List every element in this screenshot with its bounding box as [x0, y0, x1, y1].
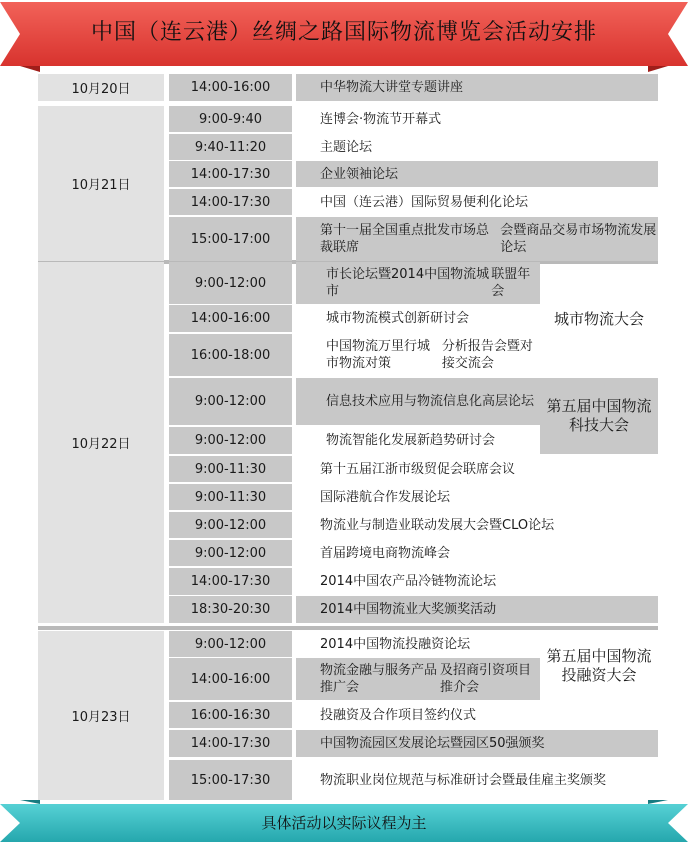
- topic-line: 暨最佳雇主奖颁奖: [502, 772, 607, 788]
- day-separator: [38, 626, 658, 630]
- session-topic: 2014中国农产品冷链物流论坛: [320, 574, 497, 589]
- session-topic: [296, 760, 658, 800]
- session-time: 9:00-11:30: [169, 456, 292, 482]
- topic-line: 物流金融与服务产品推广会: [320, 663, 438, 695]
- session-time: 14:00-16:00: [169, 74, 292, 101]
- session-topic: 中华物流大讲堂专题讲座: [296, 74, 658, 101]
- day-date: 10月20日: [38, 74, 164, 101]
- session-topic: [296, 658, 540, 700]
- session-time: 9:00-9:40: [169, 106, 292, 132]
- topic-line: 物流信息化高层论坛: [417, 394, 535, 409]
- session-time: 9:00-12:00: [169, 378, 292, 425]
- session-topic: 投融资及合作项目签约仪式: [320, 707, 477, 723]
- day-date: 10月23日: [38, 631, 164, 800]
- session-time: 14:00-17:30: [169, 189, 292, 215]
- session-topic: 国际港航合作发展论坛: [320, 489, 451, 505]
- session-time: 9:40-11:20: [169, 134, 292, 160]
- footer-note: 具体活动以实际议程为主: [261, 814, 427, 832]
- topic-line: 中国物流万里行城市物流对策: [326, 339, 431, 371]
- session-time: 9:00-12:00: [169, 262, 292, 304]
- topic-line: 联盟年会: [491, 267, 531, 299]
- session-topic: 2014中国物流业大奖颁奖活动: [296, 596, 658, 623]
- session-time: 18:30-20:30: [169, 596, 292, 623]
- session-time: 14:00-17:30: [169, 730, 292, 757]
- session-time: 14:00-16:00: [169, 658, 292, 700]
- topic-line: 分析报告会暨对接交流会: [441, 339, 533, 371]
- session-time: 9:00-12:00: [169, 427, 292, 454]
- topic-line: 第十一届全国重点批发市场总裁联席: [320, 223, 490, 255]
- day-date: 10月21日: [38, 106, 164, 261]
- session-topic: 第十五届江浙市级贸促会联席会议: [320, 461, 516, 477]
- session-topic: 中国（连云港）国际贸易便利化论坛: [320, 194, 529, 210]
- session-topic: 物流业与制造业联动发展大会暨CLO论坛: [320, 517, 555, 533]
- day-date: 10月22日: [38, 262, 164, 623]
- page-title: 中国（连云港）丝绸之路国际物流博览会活动安排: [90, 20, 597, 45]
- schedule-table: [38, 74, 658, 800]
- topic-line: 市长论坛暨2014中国物流城市: [326, 267, 490, 299]
- session-topic: 主题论坛: [320, 139, 373, 155]
- session-time: 9:00-12:00: [169, 631, 292, 657]
- forum-name: 第五届中国物流投融资大会: [546, 646, 652, 684]
- session-time: 9:00-11:30: [169, 484, 292, 510]
- session-time: 14:00-17:30: [169, 568, 292, 595]
- session-time: 15:00-17:00: [169, 217, 292, 261]
- session-time: 16:00-18:00: [169, 334, 292, 376]
- session-topic: 2014中国物流投融资论坛: [320, 636, 471, 652]
- session-topic: 物流智能化发展新趋势研讨会: [326, 433, 496, 448]
- topic-line: 会暨商品交易市场物流发展论坛: [500, 223, 657, 255]
- session-topic: 连博会·物流节开幕式: [320, 111, 442, 127]
- session-topic: [296, 334, 540, 376]
- session-topic: [296, 378, 540, 425]
- session-time: 15:00-17:30: [169, 760, 292, 800]
- session-topic: 企业领袖论坛: [296, 161, 658, 187]
- topic-line: 及招商引资项目推介会: [440, 663, 532, 695]
- topic-line: 信息技术应用与: [326, 394, 418, 409]
- forum-name: 城市物流大会: [553, 309, 644, 328]
- session-time: 9:00-12:00: [169, 540, 292, 566]
- session-topic: [296, 262, 540, 304]
- session-time: 14:00-16:00: [169, 305, 292, 332]
- session-time: 9:00-12:00: [169, 512, 292, 538]
- session-topic: 城市物流模式创新研讨会: [326, 311, 470, 326]
- session-time: 16:00-16:30: [169, 702, 292, 728]
- topic-line: 物流职业岗位规范与标准研讨会: [320, 772, 503, 788]
- forum-name: 第五届中国物流科技大会: [540, 378, 658, 454]
- session-topic: [296, 217, 658, 261]
- session-topic: 首届跨境电商物流峰会: [320, 545, 451, 561]
- session-time: 14:00-17:30: [169, 161, 292, 187]
- session-topic: 中国物流园区发展论坛暨园区50强颁奖: [296, 730, 658, 757]
